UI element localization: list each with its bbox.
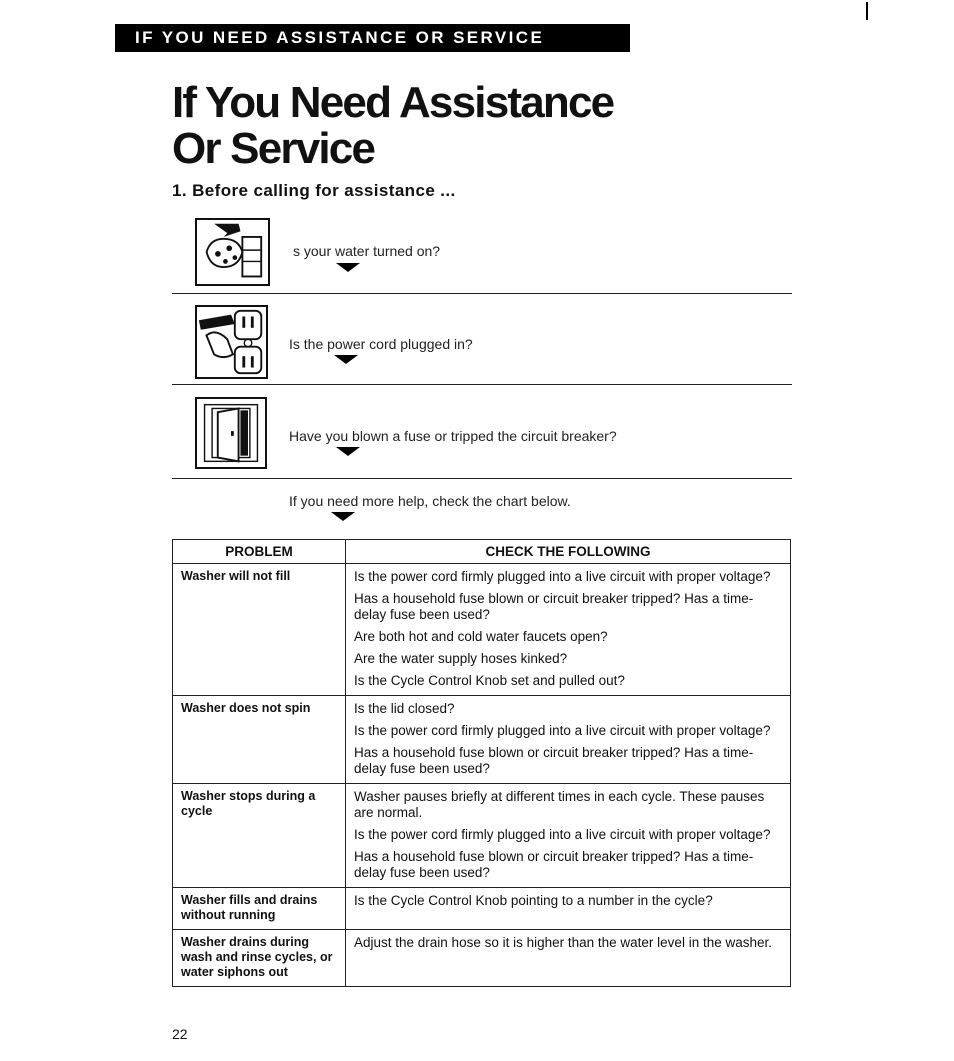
problem-cell: Washer stops during a cycle — [173, 784, 346, 888]
section-heading: 1. Before calling for assistance ... — [172, 181, 456, 200]
problem-cell: Washer fills and drains without running — [173, 888, 346, 930]
step-breaker-text: Have you blown a fuse or tripped the circuit breaker? — [289, 428, 617, 444]
problem-cell: Washer does not spin — [173, 696, 346, 784]
down-arrow-icon — [336, 447, 360, 456]
check-item: Are both hot and cold water faucets open? — [354, 629, 608, 644]
problem-cell: Washer drains during wash and rinse cycles, or water siphons out — [173, 930, 346, 987]
page-edge-mark — [866, 2, 868, 20]
check-item: Has a household fuse blown or circuit breaker tripped? Has a time-delay fuse been used? — [354, 591, 754, 622]
more-help-text: If you need more help, check the chart below. — [289, 493, 571, 509]
table-header-row — [173, 540, 791, 564]
step-water-text: s your water turned on? — [293, 243, 441, 259]
page-number: 22 — [172, 1026, 188, 1042]
column-header-problem: PROBLEM — [173, 540, 346, 564]
check-item: Has a household fuse blown or circuit breaker tripped? Has a time-delay fuse been used? — [354, 849, 754, 880]
check-item: Adjust the drain hose so it is higher than the water level in the washer. — [354, 935, 772, 950]
check-cell — [346, 888, 791, 930]
down-arrow-icon — [334, 355, 358, 364]
table-row — [173, 784, 791, 888]
circuit-breaker-icon — [195, 397, 267, 469]
check-item: Washer pauses briefly at different times in each cycle. These pauses are normal. — [354, 789, 765, 820]
divider — [172, 293, 792, 294]
divider — [172, 478, 792, 479]
title-line-2: Or Service — [172, 124, 375, 173]
step-power-text: Is the power cord plugged in? — [289, 336, 473, 352]
down-arrow-icon — [336, 263, 360, 272]
check-item: Is the Cycle Control Knob pointing to a number in the cycle? — [354, 893, 713, 908]
table-row — [173, 696, 791, 784]
water-faucet-icon — [195, 218, 270, 286]
section-header-bar: IF YOU NEED ASSISTANCE OR SERVICE — [115, 24, 630, 52]
divider — [172, 384, 792, 385]
column-header-check: CHECK THE FOLLOWING — [346, 540, 791, 564]
check-item: Is the power cord firmly plugged into a live circuit with proper voltage? — [354, 569, 771, 584]
check-item: Has a household fuse blown or circuit breaker tripped? Has a time-delay fuse been used? — [354, 745, 754, 776]
check-cell — [346, 696, 791, 784]
table-row — [173, 564, 791, 696]
table-row — [173, 930, 791, 987]
title-line-1: If You Need Assistance — [172, 78, 614, 127]
check-cell — [346, 564, 791, 696]
check-item: Is the power cord firmly plugged into a live circuit with proper voltage? — [354, 827, 771, 842]
check-cell — [346, 784, 791, 888]
check-item: Is the Cycle Control Knob set and pulled out? — [354, 673, 625, 688]
problem-cell: Washer will not fill — [173, 564, 346, 696]
page-title — [172, 80, 613, 172]
check-item: Is the lid closed? — [354, 701, 455, 716]
check-cell — [346, 930, 791, 987]
check-item: Are the water supply hoses kinked? — [354, 651, 568, 666]
power-outlet-icon — [195, 305, 268, 379]
check-item: Is the power cord firmly plugged into a live circuit with proper voltage? — [354, 723, 771, 738]
troubleshooting-table — [172, 539, 791, 987]
table-row — [173, 888, 791, 930]
down-arrow-icon — [331, 512, 355, 521]
